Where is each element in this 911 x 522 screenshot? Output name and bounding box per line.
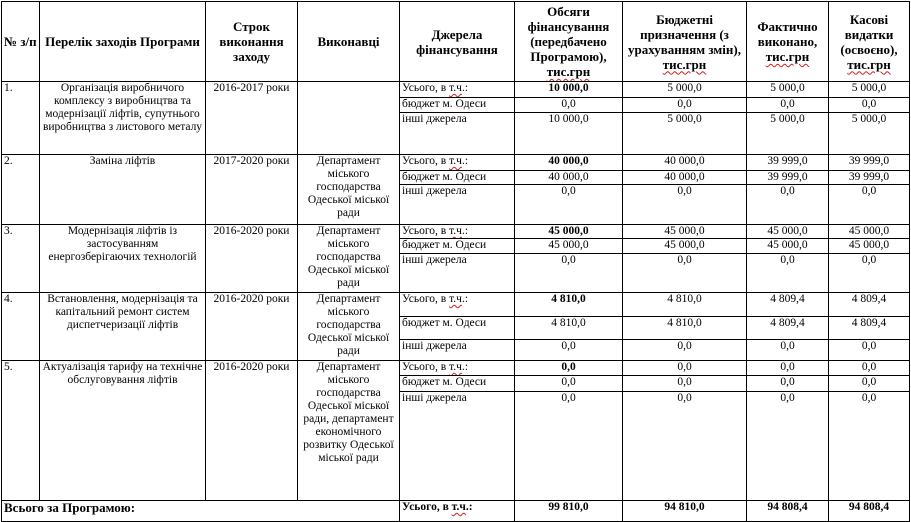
value-cell: 0,0 <box>623 185 747 225</box>
source-total <box>400 293 515 317</box>
measure-executor <box>298 82 400 155</box>
source-total-colon: .: <box>461 155 469 167</box>
table-row <box>2 293 910 317</box>
value-cell: 39 999,0 <box>829 171 910 185</box>
value-cell: 0,0 <box>515 340 623 361</box>
value-cell: 45 000,0 <box>623 239 747 254</box>
header-budget <box>623 2 747 82</box>
measure-name: Актуалізація тарифу на технічне обслуговування ліфтів <box>40 361 206 501</box>
source-total-colon: .: <box>465 501 473 513</box>
value-cell: 0,0 <box>623 340 747 361</box>
value-cell: 45 000,0 <box>829 225 910 239</box>
header-measures: Перелік заходів Програми <box>40 2 206 82</box>
header-sources: Джерела фінансування <box>400 2 515 82</box>
value-cell: 45 000,0 <box>623 225 747 239</box>
measure-executor: Департамент міського господарства Одеської міської ради <box>298 155 400 225</box>
measure-executor: Департамент міського господарства Одеської міської ради <box>298 225 400 293</box>
measure-executor: Департамент міського господарства Одеської міської ради <box>298 293 400 361</box>
value-cell: 4 810,0 <box>623 317 747 340</box>
header-cash-unit: тис.грн <box>847 56 891 72</box>
value-cell: 40 000,0 <box>515 155 623 171</box>
header-term: Строк виконання заходу <box>206 2 298 82</box>
measure-term: 2016-2020 роки <box>206 293 298 361</box>
value-cell: 0,0 <box>829 376 910 392</box>
program-total-value: 99 810,0 <box>515 501 623 522</box>
row-number: 3. <box>2 225 40 293</box>
value-cell: 0,0 <box>747 392 829 501</box>
program-total-label: Всього за Програмою: <box>2 501 400 522</box>
header-actual-text: Фактично виконано, <box>757 19 818 49</box>
value-cell: 4 809,4 <box>829 317 910 340</box>
value-cell: 0,0 <box>623 392 747 501</box>
source-total-colon: .: <box>461 361 469 373</box>
source-total <box>400 501 515 522</box>
source-total <box>400 155 515 171</box>
source-total <box>400 225 515 239</box>
measure-name: Організація виробничого комплексу з виробництва та модернізації ліфтів, супутнього виробництва з листового металу <box>40 82 206 155</box>
header-cash-text: Касові видатки (освоєно), <box>840 11 898 57</box>
value-cell: 5 000,0 <box>623 113 747 155</box>
table-body <box>2 82 910 522</box>
row-number: 1. <box>2 82 40 155</box>
source-total-abbr: т.ч <box>449 361 462 373</box>
source-other: інші джерела <box>400 185 515 225</box>
value-cell: 5 000,0 <box>747 82 829 98</box>
source-other: інші джерела <box>400 254 515 293</box>
header-actual-unit: тис.грн <box>765 49 810 64</box>
header-num: № з/п <box>2 2 40 82</box>
program-total-value: 94 808,4 <box>829 501 910 522</box>
value-cell: 0,0 <box>623 98 747 113</box>
header-volume-unit: тис.грн <box>546 64 591 79</box>
value-cell: 4 809,4 <box>747 293 829 317</box>
source-total-text: Усього, в <box>402 82 447 94</box>
value-cell: 45 000,0 <box>515 225 623 239</box>
value-cell: 4 810,0 <box>515 293 623 317</box>
value-cell: 4 810,0 <box>515 317 623 340</box>
table-row <box>2 82 910 98</box>
value-cell: 39 999,0 <box>747 171 829 185</box>
program-report-table <box>1 1 910 522</box>
row-number: 5. <box>2 361 40 501</box>
measure-name: Модернізація ліфтів із застосуванням енергозберігаючих технологій <box>40 225 206 293</box>
source-other: інші джерела <box>400 340 515 361</box>
source-total-text: Усього, в <box>402 225 447 237</box>
source-total-text: Усього, в <box>402 293 447 305</box>
value-cell: 0,0 <box>623 254 747 293</box>
value-cell: 40 000,0 <box>623 155 747 171</box>
value-cell: 0,0 <box>829 98 910 113</box>
row-number: 2. <box>2 155 40 225</box>
table-row <box>2 361 910 376</box>
value-cell: 0,0 <box>747 376 829 392</box>
source-city: бюджет м. Одеси <box>400 317 515 340</box>
source-city: бюджет м. Одеси <box>400 376 515 392</box>
source-total-abbr: т.ч <box>449 225 462 237</box>
value-cell: 45 000,0 <box>747 239 829 254</box>
value-cell: 39 999,0 <box>829 155 910 171</box>
value-cell: 40 000,0 <box>623 171 747 185</box>
value-cell: 4 810,0 <box>623 293 747 317</box>
header-volume <box>515 2 623 82</box>
value-cell: 0,0 <box>829 254 910 293</box>
value-cell: 0,0 <box>829 185 910 225</box>
value-cell: 45 000,0 <box>829 239 910 254</box>
value-cell: 40 000,0 <box>515 171 623 185</box>
value-cell: 5 000,0 <box>829 82 910 98</box>
value-cell: 0,0 <box>515 185 623 225</box>
source-other: інші джерела <box>400 392 515 501</box>
value-cell: 0,0 <box>515 361 623 376</box>
measure-term: 2016-2020 роки <box>206 225 298 293</box>
value-cell: 4 809,4 <box>829 293 910 317</box>
source-total-abbr: т.ч <box>449 155 462 167</box>
header-budget-unit: тис.грн <box>662 56 707 72</box>
measure-executor: Департамент міського господарства Одеської міської ради, департамент економічного розвитку Одеської міської ради <box>298 361 400 501</box>
header-row <box>2 2 910 82</box>
source-total-text: Усього, в <box>402 155 447 167</box>
header-budget-text: Бюджетні призначення (з урахуванням змін), <box>628 11 741 57</box>
measure-term: 2016-2017 роки <box>206 82 298 155</box>
measure-term: 2016-2020 роки <box>206 361 298 501</box>
value-cell: 0,0 <box>515 376 623 392</box>
value-cell: 5 000,0 <box>623 82 747 98</box>
value-cell: 0,0 <box>515 254 623 293</box>
value-cell: 0,0 <box>829 340 910 361</box>
value-cell: 4 809,4 <box>747 317 829 340</box>
measure-term: 2017-2020 роки <box>206 155 298 225</box>
measure-name: Встановлення, модернізація та капітальний ремонт систем диспетчеризації ліфтів <box>40 293 206 361</box>
source-total <box>400 361 515 376</box>
program-total-row <box>2 501 910 522</box>
source-total-text: Усього, в <box>402 501 449 513</box>
value-cell: 0,0 <box>747 98 829 113</box>
header-actual <box>747 2 829 82</box>
source-total-colon: .: <box>461 82 469 94</box>
value-cell: 0,0 <box>747 254 829 293</box>
program-total-value: 94 810,0 <box>623 501 747 522</box>
value-cell: 0,0 <box>747 340 829 361</box>
header-executors: Виконавці <box>298 2 400 82</box>
value-cell: 5 000,0 <box>747 113 829 155</box>
source-total-colon: .: <box>461 293 469 305</box>
value-cell: 0,0 <box>747 185 829 225</box>
source-total-abbr: т.ч <box>449 293 462 305</box>
value-cell: 0,0 <box>623 376 747 392</box>
table-row <box>2 225 910 239</box>
value-cell: 5 000,0 <box>829 113 910 155</box>
value-cell: 39 999,0 <box>747 155 829 171</box>
value-cell: 0,0 <box>515 392 623 501</box>
value-cell: 45 000,0 <box>747 225 829 239</box>
source-other: інші джерела <box>400 113 515 155</box>
value-cell: 0,0 <box>829 392 910 501</box>
value-cell: 0,0 <box>515 98 623 113</box>
source-city: бюджет м. Одеси <box>400 171 515 185</box>
source-city: бюджет м. Одеси <box>400 98 515 113</box>
measure-name: Заміна ліфтів <box>40 155 206 225</box>
header-volume-text: Обсяги фінансування (передбачено Програмою), <box>527 4 610 64</box>
source-total-abbr: т.ч <box>451 501 466 513</box>
value-cell: 10 000,0 <box>515 82 623 98</box>
source-total-colon: .: <box>461 225 469 237</box>
source-total <box>400 82 515 98</box>
header-cash <box>829 2 910 82</box>
row-number: 4. <box>2 293 40 361</box>
value-cell: 10 000,0 <box>515 113 623 155</box>
value-cell: 45 000,0 <box>515 239 623 254</box>
source-total-text: Усього, в <box>402 361 447 373</box>
value-cell: 0,0 <box>829 361 910 376</box>
source-city: бюджет м. Одеси <box>400 239 515 254</box>
table-row <box>2 155 910 171</box>
value-cell: 0,0 <box>623 361 747 376</box>
value-cell: 0,0 <box>747 361 829 376</box>
source-total-abbr: т.ч <box>449 82 462 94</box>
program-total-value: 94 808,4 <box>747 501 829 522</box>
